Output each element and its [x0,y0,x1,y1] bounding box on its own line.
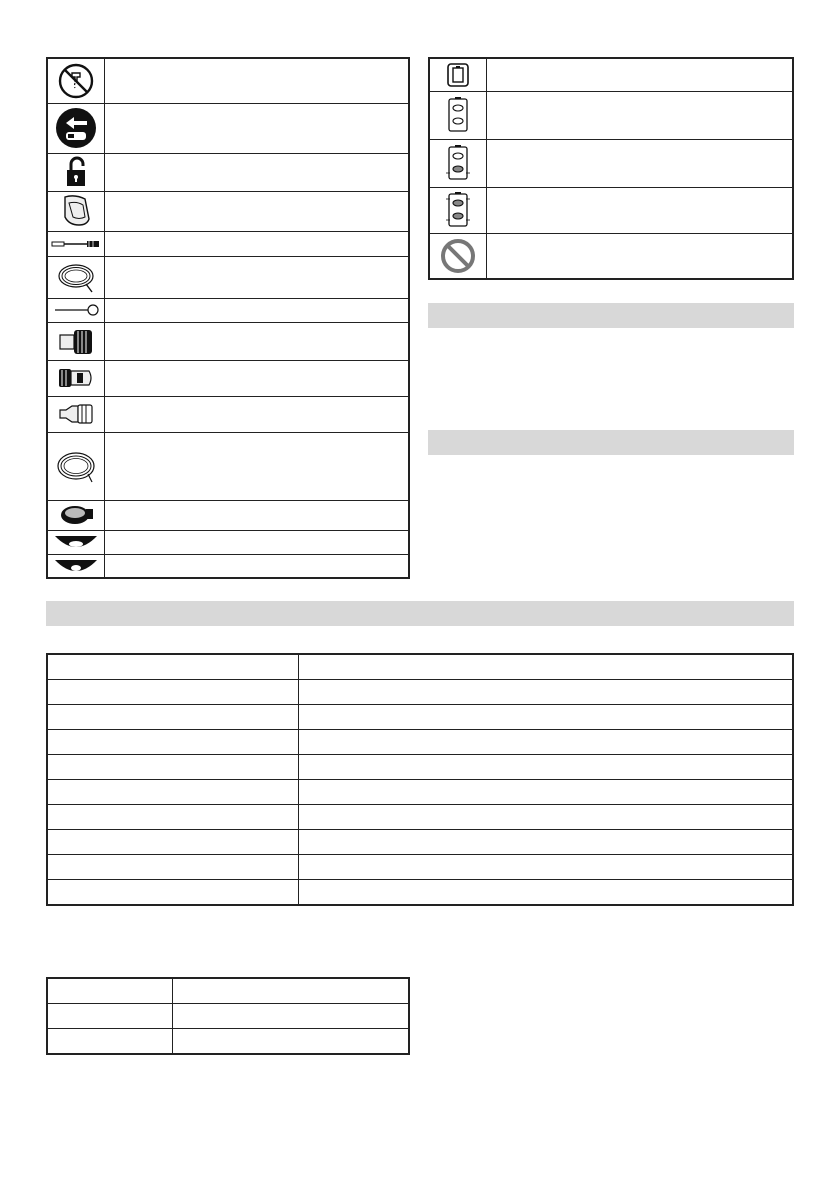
symbol-cell [47,432,105,500]
symbol-description [105,191,410,231]
table-cell [47,730,299,755]
table-cell [299,755,794,780]
table-cell [299,880,794,906]
table-row [47,1029,409,1055]
table-cell [47,654,299,680]
pin-icon [51,303,101,317]
symbol-cell [47,322,105,360]
symbol-description [105,103,410,153]
table-row [47,730,793,755]
symbol-description [105,554,410,578]
no-water-tap-icon [56,61,96,101]
table-cell [299,830,794,855]
symbol-description [105,432,410,500]
symbol-description [487,91,794,139]
section-header-band [428,303,794,328]
table-cell [47,680,299,705]
wide-fan-nozzle-icon [53,533,99,551]
symbol-description [487,187,794,233]
symbol-description [105,58,410,103]
symbol-description [105,153,410,191]
hood-icon [59,193,93,229]
symbol-description [487,233,794,279]
symbol-cell [429,233,487,279]
table-row [47,978,409,1004]
table-cell [47,780,299,805]
symbol-cell [47,396,105,432]
nozzle-icon [56,399,96,429]
section-header-band [428,430,794,455]
symbol-description [487,58,794,91]
symbol-cell [429,187,487,233]
symbol-description [105,500,410,530]
left-symbol-table [46,57,410,579]
charge-level-three-icon [446,190,470,230]
table-cell [47,978,173,1004]
lance-icon [51,239,101,249]
ring-clamp-icon [56,503,96,527]
section-header-band [46,601,794,626]
table-cell [173,1029,410,1055]
unlock-icon [63,156,89,188]
symbol-cell [47,103,105,153]
symbol-cell [429,91,487,139]
symbol-cell [47,530,105,554]
table-cell [47,855,299,880]
symbol-cell [47,58,105,103]
symbol-description [105,396,410,432]
table-row [47,680,793,705]
symbol-cell [47,298,105,322]
table-cell [47,755,299,780]
table-row [47,755,793,780]
hose-coil-icon [56,260,96,294]
table-cell [299,654,794,680]
table-cell [47,705,299,730]
table-row [47,855,793,880]
prohibited-icon [439,237,477,275]
narrow-fan-nozzle-icon [53,557,99,575]
table-row [47,830,793,855]
table-row [47,654,793,680]
symbol-cell [47,256,105,298]
table-row [47,805,793,830]
table-row [47,880,793,906]
table-cell [299,730,794,755]
symbol-cell [429,58,487,91]
symbol-description [105,298,410,322]
coupling-connector-icon [56,325,96,357]
small-table [46,977,410,1055]
table-cell [47,1029,173,1055]
symbol-cell [47,360,105,396]
table-cell [47,1004,173,1029]
charge-level-two-icon [446,143,470,183]
table-cell [47,805,299,830]
hose-large-icon [54,446,98,486]
symbol-description [487,139,794,187]
symbol-cell [47,191,105,231]
table-cell [173,978,410,1004]
symbol-cell [47,153,105,191]
table-row [47,705,793,730]
symbol-description [105,360,410,396]
symbol-description [105,530,410,554]
symbol-cell [47,554,105,578]
table-row [47,1004,409,1029]
table-cell [299,805,794,830]
symbol-cell [47,500,105,530]
table-cell [299,780,794,805]
table-cell [173,1004,410,1029]
symbol-cell [429,139,487,187]
table-cell [47,830,299,855]
feed-direction-icon [54,106,98,150]
specs-table [46,653,794,906]
symbol-description [105,256,410,298]
table-cell [47,880,299,906]
symbol-description [105,231,410,256]
table-cell [299,680,794,705]
symbol-description [105,322,410,360]
hose-connector-icon [55,363,97,393]
charge-level-one-icon [446,95,470,135]
table-cell [299,855,794,880]
table-row [47,780,793,805]
right-symbol-table [428,57,794,280]
battery-icon [445,61,471,89]
symbol-cell [47,231,105,256]
table-cell [299,705,794,730]
